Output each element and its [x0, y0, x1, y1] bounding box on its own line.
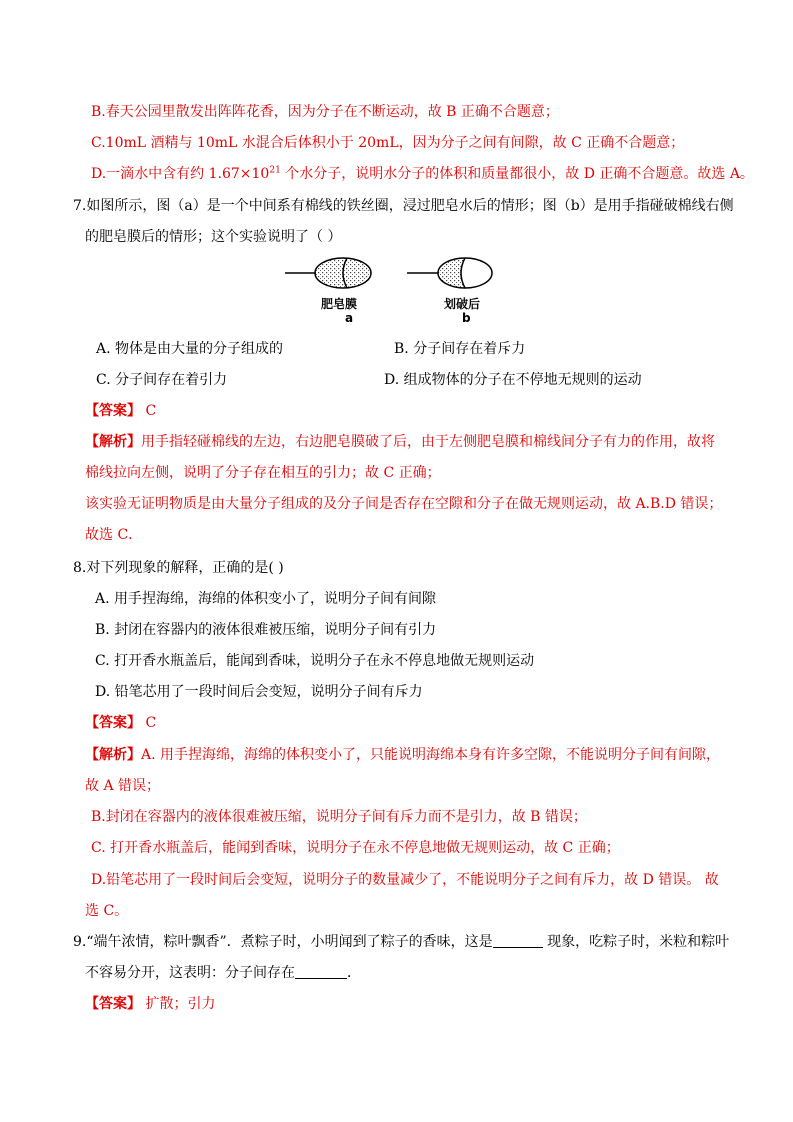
figure-a-sublabel: a [345, 311, 354, 325]
q8-analysis-text1: A. 用手捏海绵，海绵的体积变小了，只能说明海绵本身有许多空隙，不能说明分子间有间隙， [141, 747, 721, 763]
q8-option-d: D. 铅笔芯用了一段时间后会变短，说明分子间有斥力 [95, 684, 423, 700]
q8-analysis-line2: 故 A 错误； [85, 778, 161, 794]
prev-option-c-explanation: C.10mL 酒精与 10mL 水混合后体积小于 20mL，因为分子之间有间隙，故 C 正确不合题意； [91, 135, 685, 151]
q8-option-b: B. 封闭在容器内的液体很难被压缩，说明分子间有引力 [95, 622, 437, 638]
q8-analysis-line3: B.封闭在容器内的液体很难被压缩，说明分子间有斥力而不是引力，故 B 错误； [91, 809, 587, 825]
q7-analysis-line2: 棉线拉向左侧，说明了分子存在相互的引力；故 C 正确； [85, 465, 441, 481]
q7-analysis-line3: 该实验无证明物质是由大量分子组成的及分子间是否存在空隙和分子在做无规则运动，故 A.B.D 错误； [85, 496, 723, 512]
soap-film-diagram [285, 255, 525, 330]
prev-d-text-pre: D.一滴水中含有约 1.67×10 [91, 166, 270, 182]
q8-answer-tag: 【答案】 [85, 715, 141, 731]
q8-option-a: A. 用手捏海绵，海绵的体积变小了，说明分子间有间隙 [95, 591, 437, 607]
q9-answer-tag: 【答案】 [85, 996, 141, 1012]
q7-analysis-line4: 故选 C． [85, 527, 143, 543]
figure-b-label: 划破后 [444, 297, 481, 311]
q7-analysis-tag: 【解析】 [85, 434, 141, 450]
q8-analysis-line1 [85, 745, 720, 765]
q7-option-b: B. 分子间存在着斥力 [394, 341, 526, 357]
q8-analysis-line5: D.铅笔芯用了一段时间后会变短，说明分子的数量减少了，不能说明分子之间有斥力，故 D 错误。 故 [91, 872, 719, 888]
q8-analysis-tag: 【解析】 [85, 747, 141, 763]
q8-analysis-line4: C. 打开香水瓶盖后，能闻到香味，说明分子在永不停息地做无规则运动，故 C 正确； [91, 840, 620, 856]
q9-answer-value: 扩散；引力 [141, 996, 216, 1012]
q9-answer [85, 994, 215, 1014]
q9-stem-line1 [73, 932, 729, 952]
q9-stem1-post: 现象，吃粽子时，米粒和粽叶 [542, 934, 730, 950]
q9-stem1-pre: 9.“端午浓情，粽叶飘香”．煮粽子时，小明闻到了粽子的香味，这是 [73, 934, 493, 950]
q7-option-c: C. 分子间存在着引力 [96, 372, 228, 388]
figure-a-label: 肥皂膜 [321, 297, 358, 311]
q8-option-c: C. 打开香水瓶盖后，能闻到香味，说明分子在永不停息地做无规则运动 [95, 653, 535, 669]
q9-blank-2 [295, 964, 347, 979]
q7-analysis-line1 [85, 432, 715, 452]
q7-answer-tag: 【答案】 [85, 403, 141, 419]
figure-b-sublabel: b [462, 311, 471, 325]
q8-stem: 8.对下列现象的解释，正确的是( ) [73, 560, 284, 576]
prev-option-b-explanation: B.春天公园里散发出阵阵花香，因为分子在不断运动，故 B 正确不合题意； [91, 104, 559, 120]
q9-stem2-pre: 不容易分开，这表明：分子间存在 [85, 965, 295, 981]
q8-analysis-line6: 选 C。 [85, 903, 129, 919]
prev-d-text-post: 个水分子，说明水分子的体积和质量都很小，故 D 正确不合题意。故选 A。 [280, 166, 754, 182]
q7-figure [285, 255, 525, 330]
q7-answer-value: C [141, 403, 157, 419]
q9-stem2-post: ． [347, 965, 361, 981]
q7-option-a: A. 物体是由大量的分子组成的 [96, 341, 284, 357]
q7-option-d: D. 组成物体的分子在不停地无规则的运动 [384, 372, 642, 388]
prev-option-d-explanation [91, 164, 754, 184]
prev-d-exponent: 21 [269, 165, 281, 176]
q7-stem-line1: 7.如图所示，图（a）是一个中间系有棉线的铁丝圈，浸过肥皂水后的情形；图（b）是用手指碰破棉线右侧 [73, 198, 734, 214]
q7-stem-line2: 的肥皂膜后的情形；这个实验说明了（ ） [85, 229, 342, 245]
q9-blank-1 [493, 933, 543, 948]
q9-stem-line2 [85, 963, 361, 983]
q8-answer-value: C [141, 715, 157, 731]
q8-answer [85, 713, 156, 733]
q7-analysis-text1: 用手指轻碰棉线的左边，右边肥皂膜破了后，由于左侧肥皂膜和棉线间分子有力的作用，故将 [141, 434, 715, 450]
q7-answer [85, 401, 156, 421]
